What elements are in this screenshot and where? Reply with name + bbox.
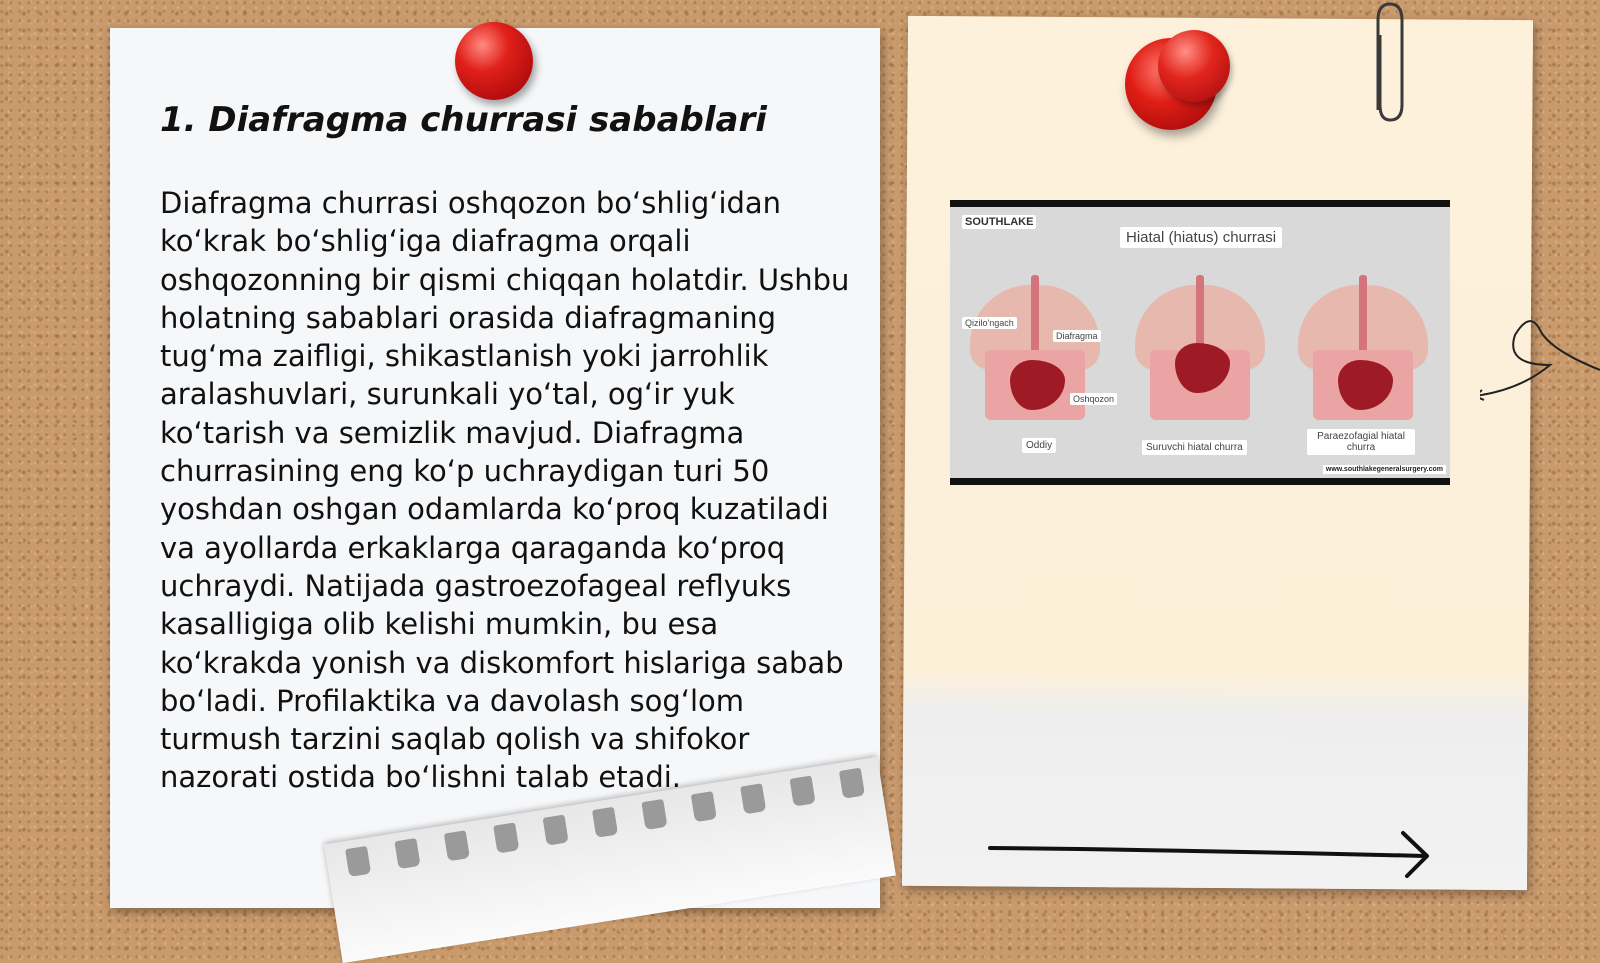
- slide-title: 1. Diafragma churrasi sabablari: [160, 100, 767, 140]
- caption-sliding: Suruvchi hiatal churra: [1142, 440, 1247, 455]
- figure-paraesophageal: [1288, 275, 1438, 415]
- punch-hole: [543, 815, 569, 846]
- punch-hole: [493, 822, 519, 853]
- caption-paraesophageal: Paraezofagial hiatal churra: [1307, 429, 1415, 455]
- diagram-url: www.southlakegeneralsurgery.com: [1323, 465, 1446, 474]
- arrow-icon: [985, 828, 1445, 878]
- figure-sliding: [1125, 275, 1275, 415]
- label-stomach: Oshqozon: [1070, 393, 1117, 405]
- diagram-title: Hiatal (hiatus) churrasi: [1120, 227, 1282, 248]
- label-diaphragm: Diafragma: [1053, 330, 1101, 342]
- punch-hole: [345, 846, 371, 877]
- slide-paragraph: Diafragma churrasi oshqozon bo‘shlig‘idan ko‘krak bo‘shlig‘iga diafragma orqali oshqozonning bir qismi chiqqan holatdir. Ushbu holatning sabablari orasida diafragmaning tug‘ma zaifligi, shikastlanish yoki jarrohlik aralashuvlari, surunkali yo‘tal, og‘ir yuk ko‘tarish va semizlik mavjud. Diafragma churrasining eng ko‘p uchraydigan turi 50 yoshdan oshgan odamlarda ko‘proq kuzatiladi va ayollarda erkaklarga qaraganda ko‘proq uchraydi. Natijada gastroezofageal reflyuks kasalligiga olib kelishi mumkin, bu esa ko‘krakda yonish va diskomfort hislariga sabab bo‘ladi. Profilaktika va davolash sog‘lom turmush tarzini saqlab qolish va shifokor nazorati ostida bo‘lishni talab etadi.: [160, 186, 850, 795]
- punch-hole: [641, 799, 667, 830]
- hiatal-hernia-diagram: [950, 200, 1450, 485]
- scribble-arrow-icon: [1480, 310, 1600, 410]
- label-esophagus: Qizilo'ngach: [962, 317, 1017, 329]
- punch-hole: [394, 838, 420, 869]
- punch-hole: [444, 830, 470, 861]
- caption-normal: Oddiy: [1022, 438, 1056, 453]
- paperclip-icon: [1370, 0, 1410, 125]
- diagram-brand: SOUTHLAKE: [962, 215, 1036, 229]
- punch-hole: [592, 807, 618, 838]
- pushpin-icon: [1158, 30, 1230, 102]
- pushpin-icon: [455, 22, 533, 100]
